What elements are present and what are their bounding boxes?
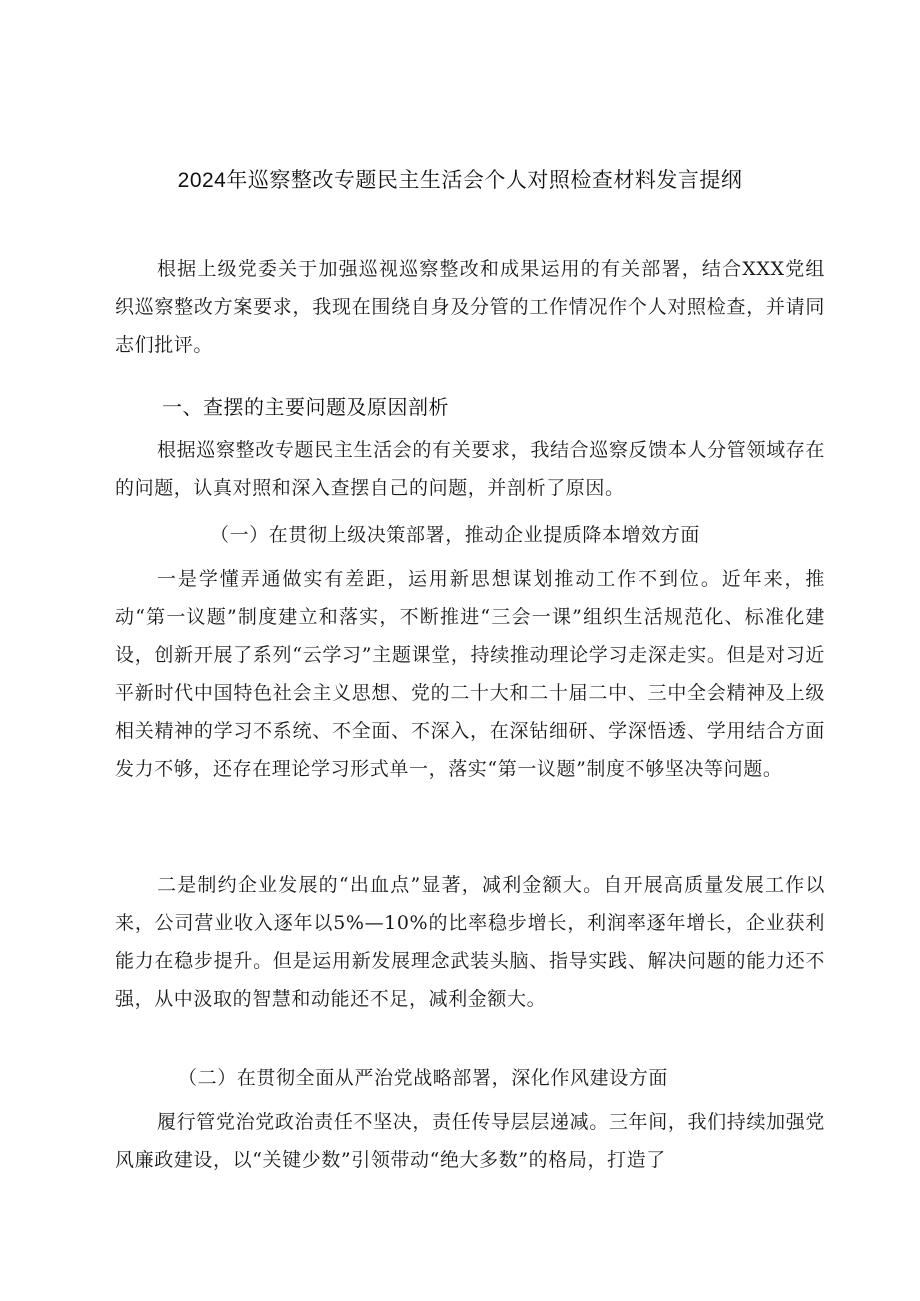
item3-paragraph: 履行管党治党政治责任不坚决，责任传导层层递减。三年间，我们持续加强党风廉政建设，以“关键少数”引领带动“绝大多数”的格局，打造了 <box>115 1111 825 1171</box>
subsection-heading-2: （二）在贯彻全面从严治党战略部署，深化作风建设方面 <box>178 1067 669 1089</box>
intro-paragraph: 根据上级党委关于加强巡视巡察整改和成果运用的有关部署，结合XXX党组织巡察整改方案要求，我现在围绕自身及分管的工作情况作个人对照检查，并请同志们批评。 <box>115 258 825 356</box>
document-title: 2024年巡察整改专题民主生活会个人对照检查材料发言提纲 <box>177 169 743 192</box>
item2-paragraph: 二是制约企业发展的“出血点”显著，减利金额大。自开展高质量发展工作以来，公司营业收入逐年以5%—10%的比率稳步增长，利润率逐年增长，企业获利能力在稳步提升。但是运用新发展理念武装头脑、指导实践、解决问题的能力还不强，从中汲取的智慧和动能还不足，减利金额大。 <box>115 874 825 1010</box>
section1-intro-paragraph: 根据巡察整改专题民主生活会的有关要求，我结合巡察反馈本人分管领域存在的问题，认真对照和深入查摆自己的问题，并剖析了原因。 <box>115 439 825 499</box>
item1-paragraph: 一是学懂弄通做实有差距，运用新思想谋划推动工作不到位。近年来，推动“第一议题”制度建立和落实，不断推进“三会一课”组织生活规范化、标准化建设，创新开展了系列“云学习”主题课堂，持续推动理论学习走深走实。但是对习近平新时代中国特色社会主义思想、党的二十大和二十届二中、三中全会精神及上级相关精神的学习不系统、不全面、不深入，在深钻细研、学深悟透、学用结合方面发力不够，还存在理论学习形式单一，落实“第一议题”制度不够坚决等问题。 <box>115 568 825 780</box>
subsection-heading-1: （一）在贯彻上级决策部署，推动企业提质降本增效方面 <box>210 524 701 546</box>
section-heading-1: 一、查摆的主要问题及原因剖析 <box>162 397 449 419</box>
